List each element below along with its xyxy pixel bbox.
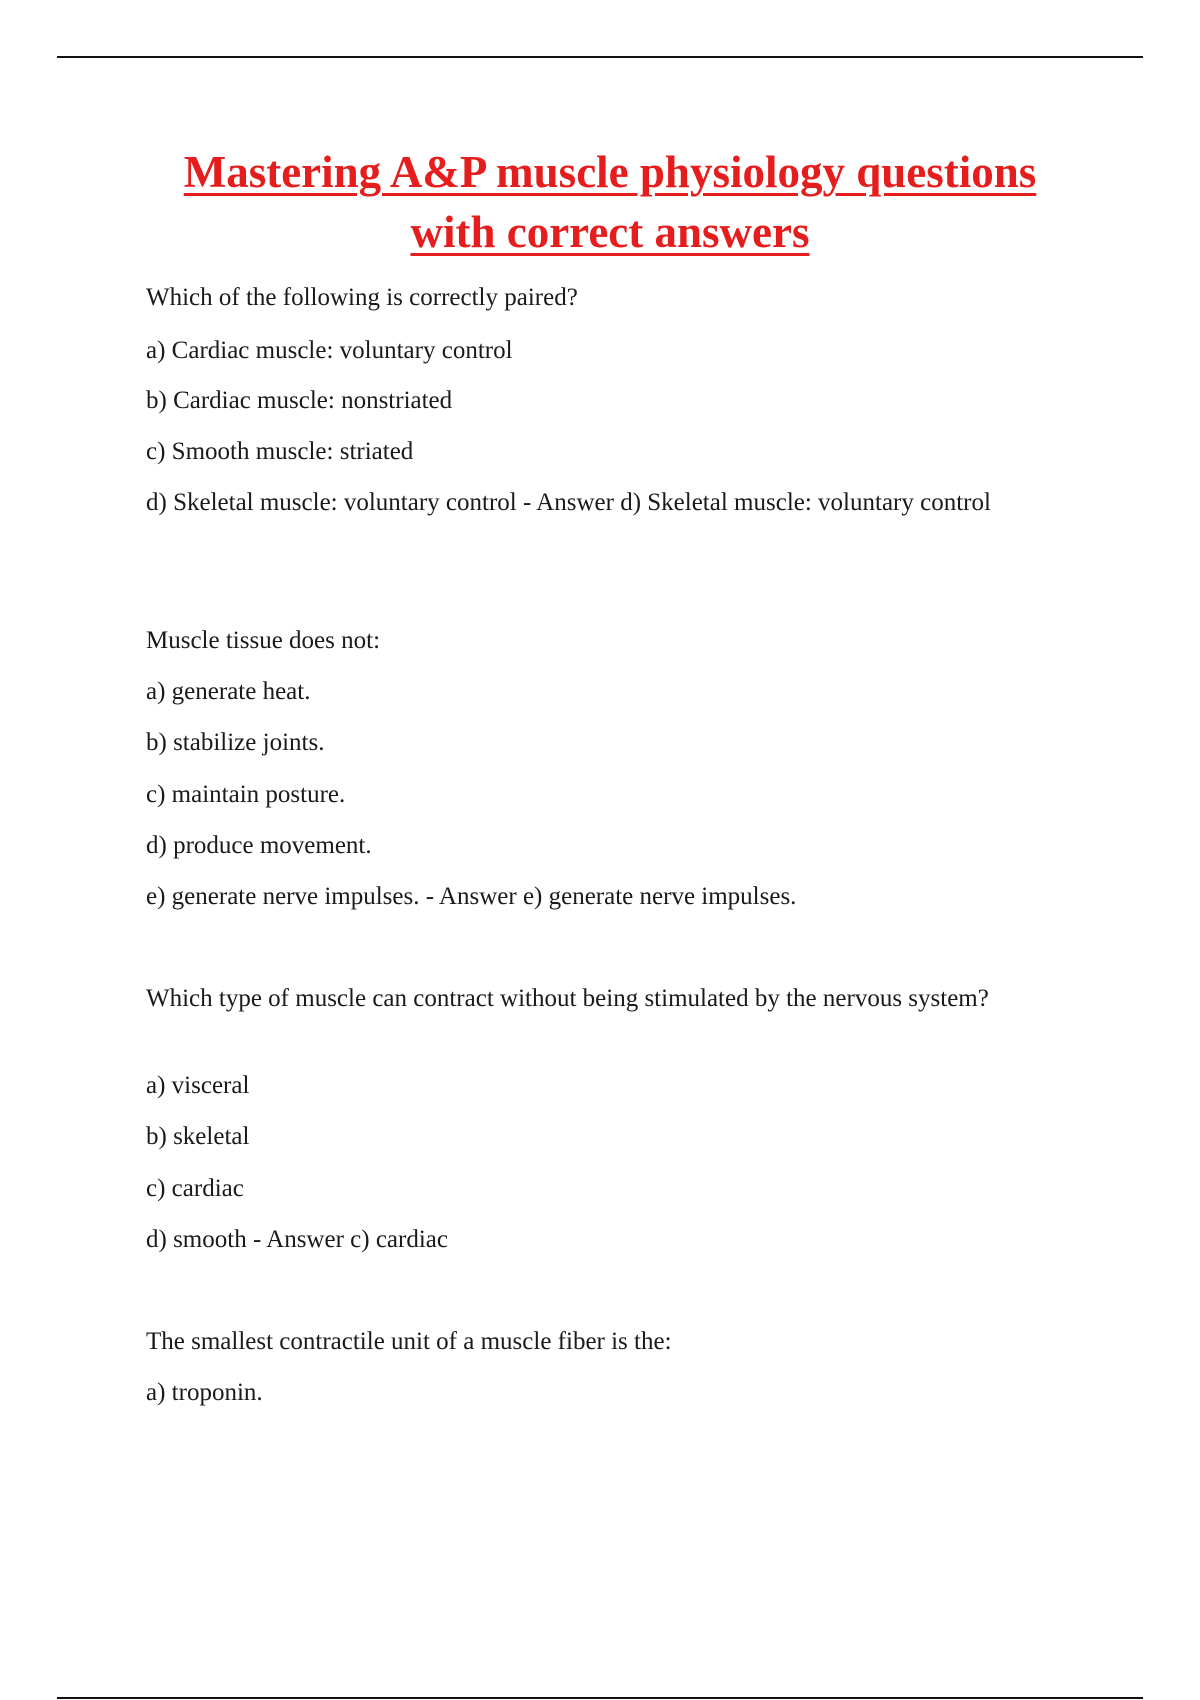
question-block-1 (146, 280, 1046, 316)
answer-option: d) produce movement. (146, 832, 372, 859)
answer-option: b) skeletal (146, 1123, 250, 1150)
title-line-2: with correct answers (410, 207, 810, 257)
answer-option: a) Cardiac muscle: voluntary control (146, 337, 513, 364)
question-block-4 (146, 1324, 1046, 1360)
question-stem: Which type of muscle can contract without being stimulated by the nervous system? (146, 985, 989, 1012)
answer-option: d) smooth - Answer c) cardiac (146, 1226, 448, 1253)
bottom-rule (57, 1697, 1143, 1699)
answer-option: b) Cardiac muscle: nonstriated (146, 387, 453, 414)
answer-option: c) Smooth muscle: striated (146, 438, 414, 465)
title-line-1: Mastering A&P muscle physiology questions (183, 147, 1037, 197)
question-stem: The smallest contractile unit of a muscle fiber is the: (146, 1328, 672, 1355)
question-block-3 (146, 981, 1026, 1017)
answer-option: a) troponin. (146, 1379, 263, 1406)
answer-option: c) cardiac (146, 1175, 244, 1202)
question-block-2 (146, 623, 1046, 659)
answer-option: e) generate nerve impulses. - Answer e) generate nerve impulses. (146, 883, 797, 910)
answer-option: b) stabilize joints. (146, 729, 325, 756)
document-title (110, 142, 1110, 262)
answer-option: d) Skeletal muscle: voluntary control - Answer d) Skeletal muscle: voluntary control (146, 489, 991, 516)
answer-option: a) generate heat. (146, 678, 311, 705)
question-stem: Muscle tissue does not: (146, 627, 381, 654)
answer-option: a) visceral (146, 1072, 250, 1099)
question-stem: Which of the following is correctly paired? (146, 284, 578, 311)
answer-option: c) maintain posture. (146, 781, 346, 808)
top-rule (57, 56, 1143, 58)
